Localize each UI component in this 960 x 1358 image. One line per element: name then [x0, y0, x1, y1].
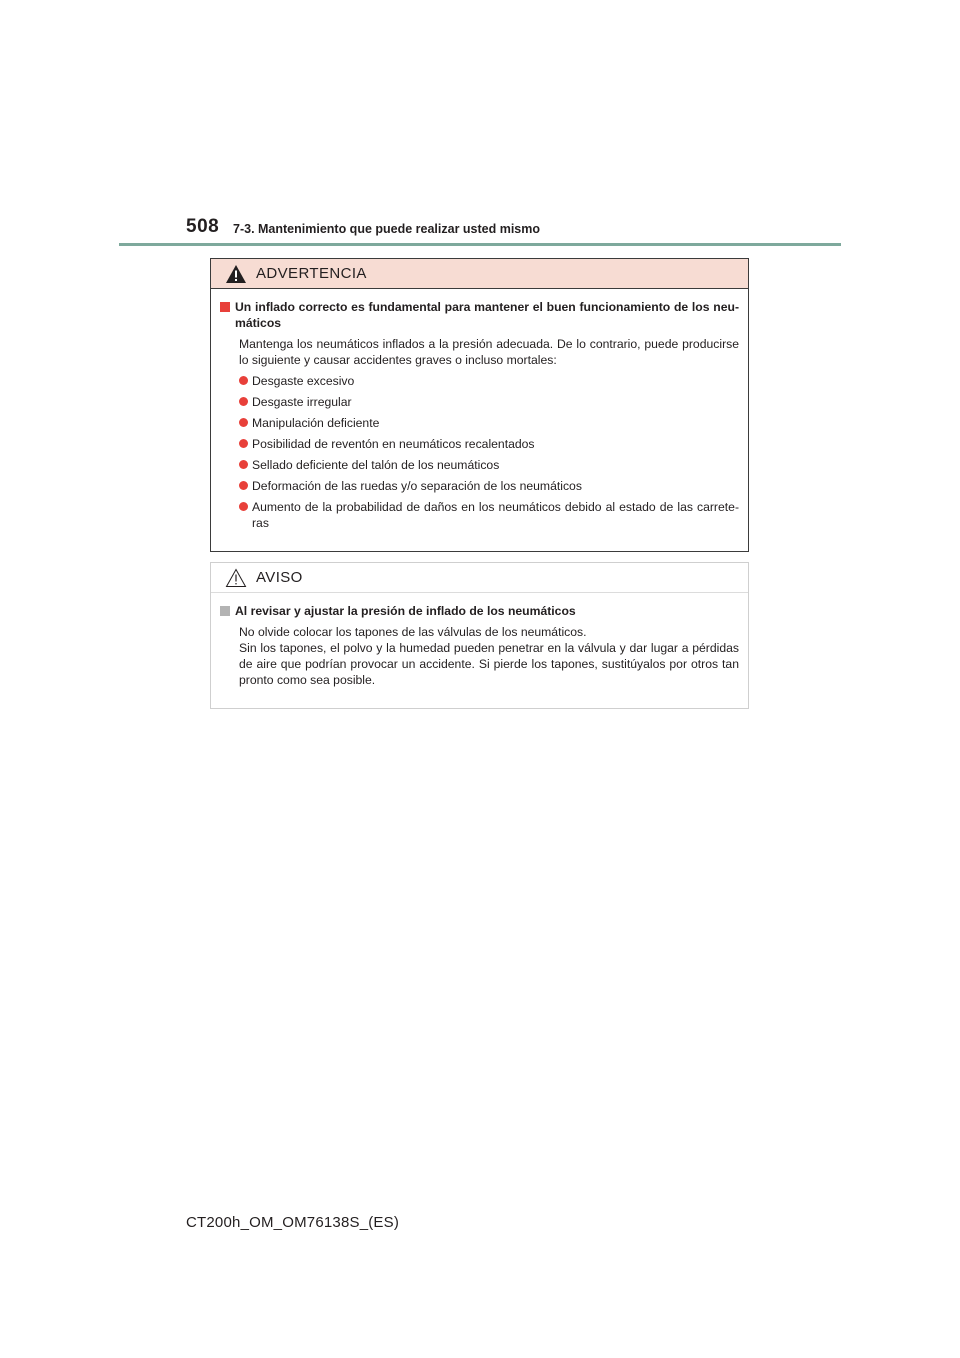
red-dot-bullet-icon [239, 481, 248, 490]
warning-item-heading [220, 299, 739, 331]
red-dot-bullet-icon [239, 502, 248, 511]
list-item: Manipulación deficiente [239, 415, 739, 431]
warning-heading-text: Un inflado correcto es fundamental para mantener el buen funcionamiento de los neumáticos [235, 300, 739, 330]
notice-item-heading [220, 603, 739, 619]
notice-body [211, 593, 748, 688]
grey-square-bullet-icon [220, 606, 230, 616]
notice-line: Sin los tapones, el polvo y la humedad pueden penetrar en la válvula y dar lugar a pérdidas de aire que podrían provocar un accidente. Si pierde los tapones, sustitúyalos por otros tan pronto como sea posible. [239, 641, 739, 687]
caution-triangle-outline-icon [225, 568, 247, 588]
warning-box [210, 258, 749, 552]
warning-triangle-icon [225, 264, 247, 284]
red-dot-bullet-icon [239, 418, 248, 427]
notice-heading-text: Al revisar y ajustar la presión de inflado de los neumáticos [235, 604, 576, 618]
warning-title: ADVERTENCIA [256, 265, 367, 282]
notice-title: AVISO [256, 569, 303, 586]
red-dot-bullet-icon [239, 397, 248, 406]
notice-box [210, 562, 749, 709]
warning-bullet-list [239, 373, 739, 531]
section-title: 7-3. Mantenimiento que puede realizar usted mismo [233, 222, 541, 236]
warning-header [211, 259, 748, 289]
warning-paragraph: Mantenga los neumáticos inflados a la presión adecuada. De lo contrario, puede producirse lo siguiente y causar accidentes graves o incluso mortales: [239, 337, 739, 367]
manual-code: CT200h_OM_OM76138S_(ES) [186, 1214, 400, 1231]
list-item: Posibilidad de reventón en neumáticos recalentados [239, 436, 739, 452]
notice-header [211, 563, 748, 593]
red-square-bullet-icon [220, 302, 230, 312]
red-dot-bullet-icon [239, 460, 248, 469]
page-header [0, 0, 960, 250]
list-item: Deformación de las ruedas y/o separación de los neumáticos [239, 478, 739, 494]
page-number: 508 [186, 216, 220, 237]
red-dot-bullet-icon [239, 439, 248, 448]
header-rule [119, 243, 841, 246]
list-item: Desgaste irregular [239, 394, 739, 410]
list-item: Desgaste excesivo [239, 373, 739, 389]
list-item: Sellado deficiente del talón de los neumáticos [239, 457, 739, 473]
notice-line: No olvide colocar los tapones de las válvulas de los neumáticos. [239, 625, 587, 639]
warning-body [211, 289, 748, 531]
list-item: Aumento de la probabilidad de daños en los neumáticos debido al estado de las carreteras [239, 499, 739, 531]
red-dot-bullet-icon [239, 376, 248, 385]
